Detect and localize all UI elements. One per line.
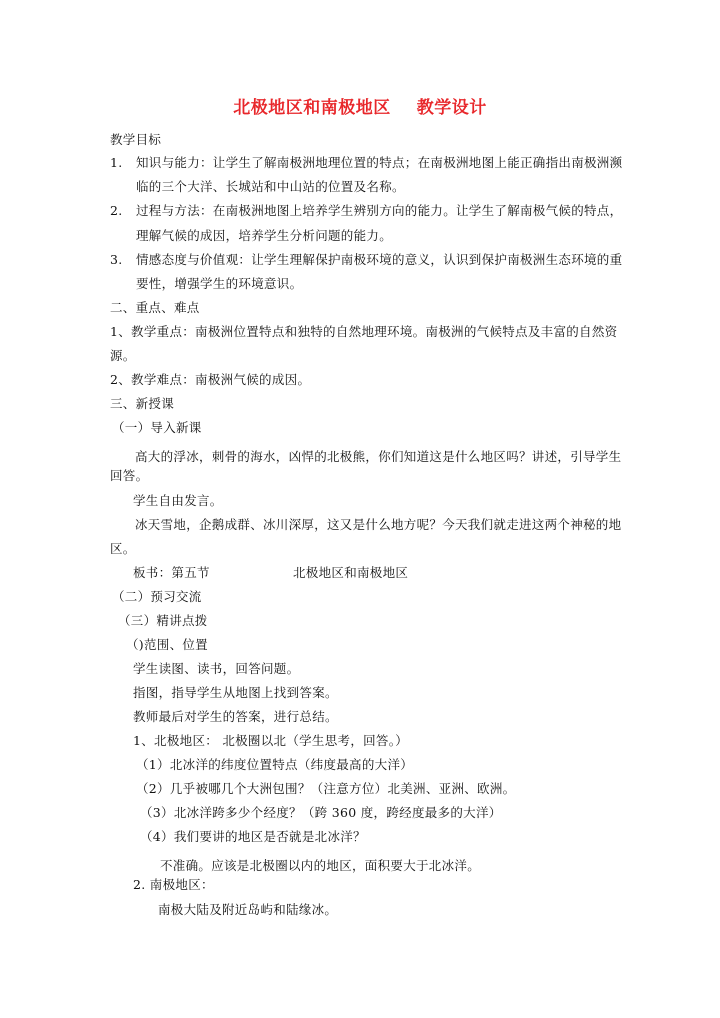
title-sub: 教学设计: [416, 98, 487, 118]
board-label: 板书：第五节: [133, 565, 210, 580]
scope-heading: （)范围、位置: [126, 637, 208, 652]
keypoint-1: 1、教学重点：南极洲位置特点和独特的自然地理环境。南极洲的气候特点及丰富的自然资: [110, 324, 618, 339]
objectives-heading: 教学目标: [110, 132, 162, 147]
intro-paragraph-1-cont: 回答。: [110, 468, 149, 483]
title-main: 北极地区和南极地区: [233, 98, 391, 118]
step-2: 指图，指导学生从地图上找到答案。: [133, 685, 338, 700]
objective-3-number: 3.: [110, 252, 123, 267]
question-3: （3）北冰洋跨多少个经度？（跨 360 度，跨经度最多的大洋）: [140, 805, 502, 820]
board-title: 北极地区和南极地区: [293, 565, 409, 580]
intro-heading: （一）导入新课: [112, 420, 202, 435]
keypoint-2: 2、教学难点：南极洲气候的成因。: [110, 372, 311, 387]
antarctic-heading: 2. 南极地区：: [133, 877, 214, 892]
objective-1-text: 知识与能力：让学生了解南极洲地理位置的特点；在南极洲地图上能正确指出南极洲濒: [136, 155, 623, 170]
objective-2-text: 过程与方法：在南极洲地图上培养学生辨别方向的能力。让学生了解南极气候的特点，: [136, 203, 623, 218]
question-4: （4）我们要讲的地区是否就是北冰洋？: [140, 829, 366, 844]
explain-heading: （三）精讲点拨: [118, 613, 208, 628]
document-title: [0, 93, 720, 118]
answer-4: 不准确。应该是北极圈以内的地区，面积要大于北冰洋。: [160, 858, 481, 873]
objective-3-text-cont: 要性，增强学生的环境意识。: [136, 276, 303, 291]
step-1: 学生读图、读书，回答问题。: [133, 661, 300, 676]
lesson-heading: 三、新授课: [110, 396, 175, 411]
objective-2-number: 2.: [110, 203, 123, 218]
antarctic-description: 南极大陆及附近岛屿和陆缘冰。: [158, 902, 338, 917]
keypoints-heading: 二、重点、难点: [110, 300, 200, 315]
intro-paragraph-1: 高大的浮冰，刺骨的海水，凶悍的北极熊，你们知道这是什么地区吗？讲述，引导学生: [135, 449, 622, 464]
intro-paragraph-3: 冰天雪地，企鹅成群、冰川深厚，这又是什么地方呢？今天我们就走进这两个神秘的地: [135, 517, 622, 532]
preview-heading: （二）预习交流: [112, 589, 202, 604]
intro-paragraph-3-cont: 区。: [110, 541, 136, 556]
question-1: （1）北冰洋的纬度位置特点（纬度最高的大洋）: [136, 757, 414, 772]
objective-1-text-cont: 临的三个大洋、长城站和中山站的位置及名称。: [136, 179, 405, 194]
keypoint-1-cont: 源。: [110, 348, 136, 363]
intro-paragraph-2: 学生自由发言。: [133, 493, 223, 508]
objective-1-number: 1.: [110, 155, 123, 170]
objective-2-text-cont: 理解气候的成因，培养学生分析问题的能力。: [136, 228, 393, 243]
objective-3-text: 情感态度与价值观：让学生理解保护南极环境的意义，认识到保护南极洲生态环境的重: [136, 252, 623, 267]
step-3: 教师最后对学生的答案，进行总结。: [133, 709, 338, 724]
question-2: （2）几乎被哪几个大洲包围？（注意方位）北美洲、亚洲、欧洲。: [136, 781, 516, 796]
arctic-heading: 1、北极地区： 北极圈以北（学生思考，回答。）: [133, 733, 409, 748]
